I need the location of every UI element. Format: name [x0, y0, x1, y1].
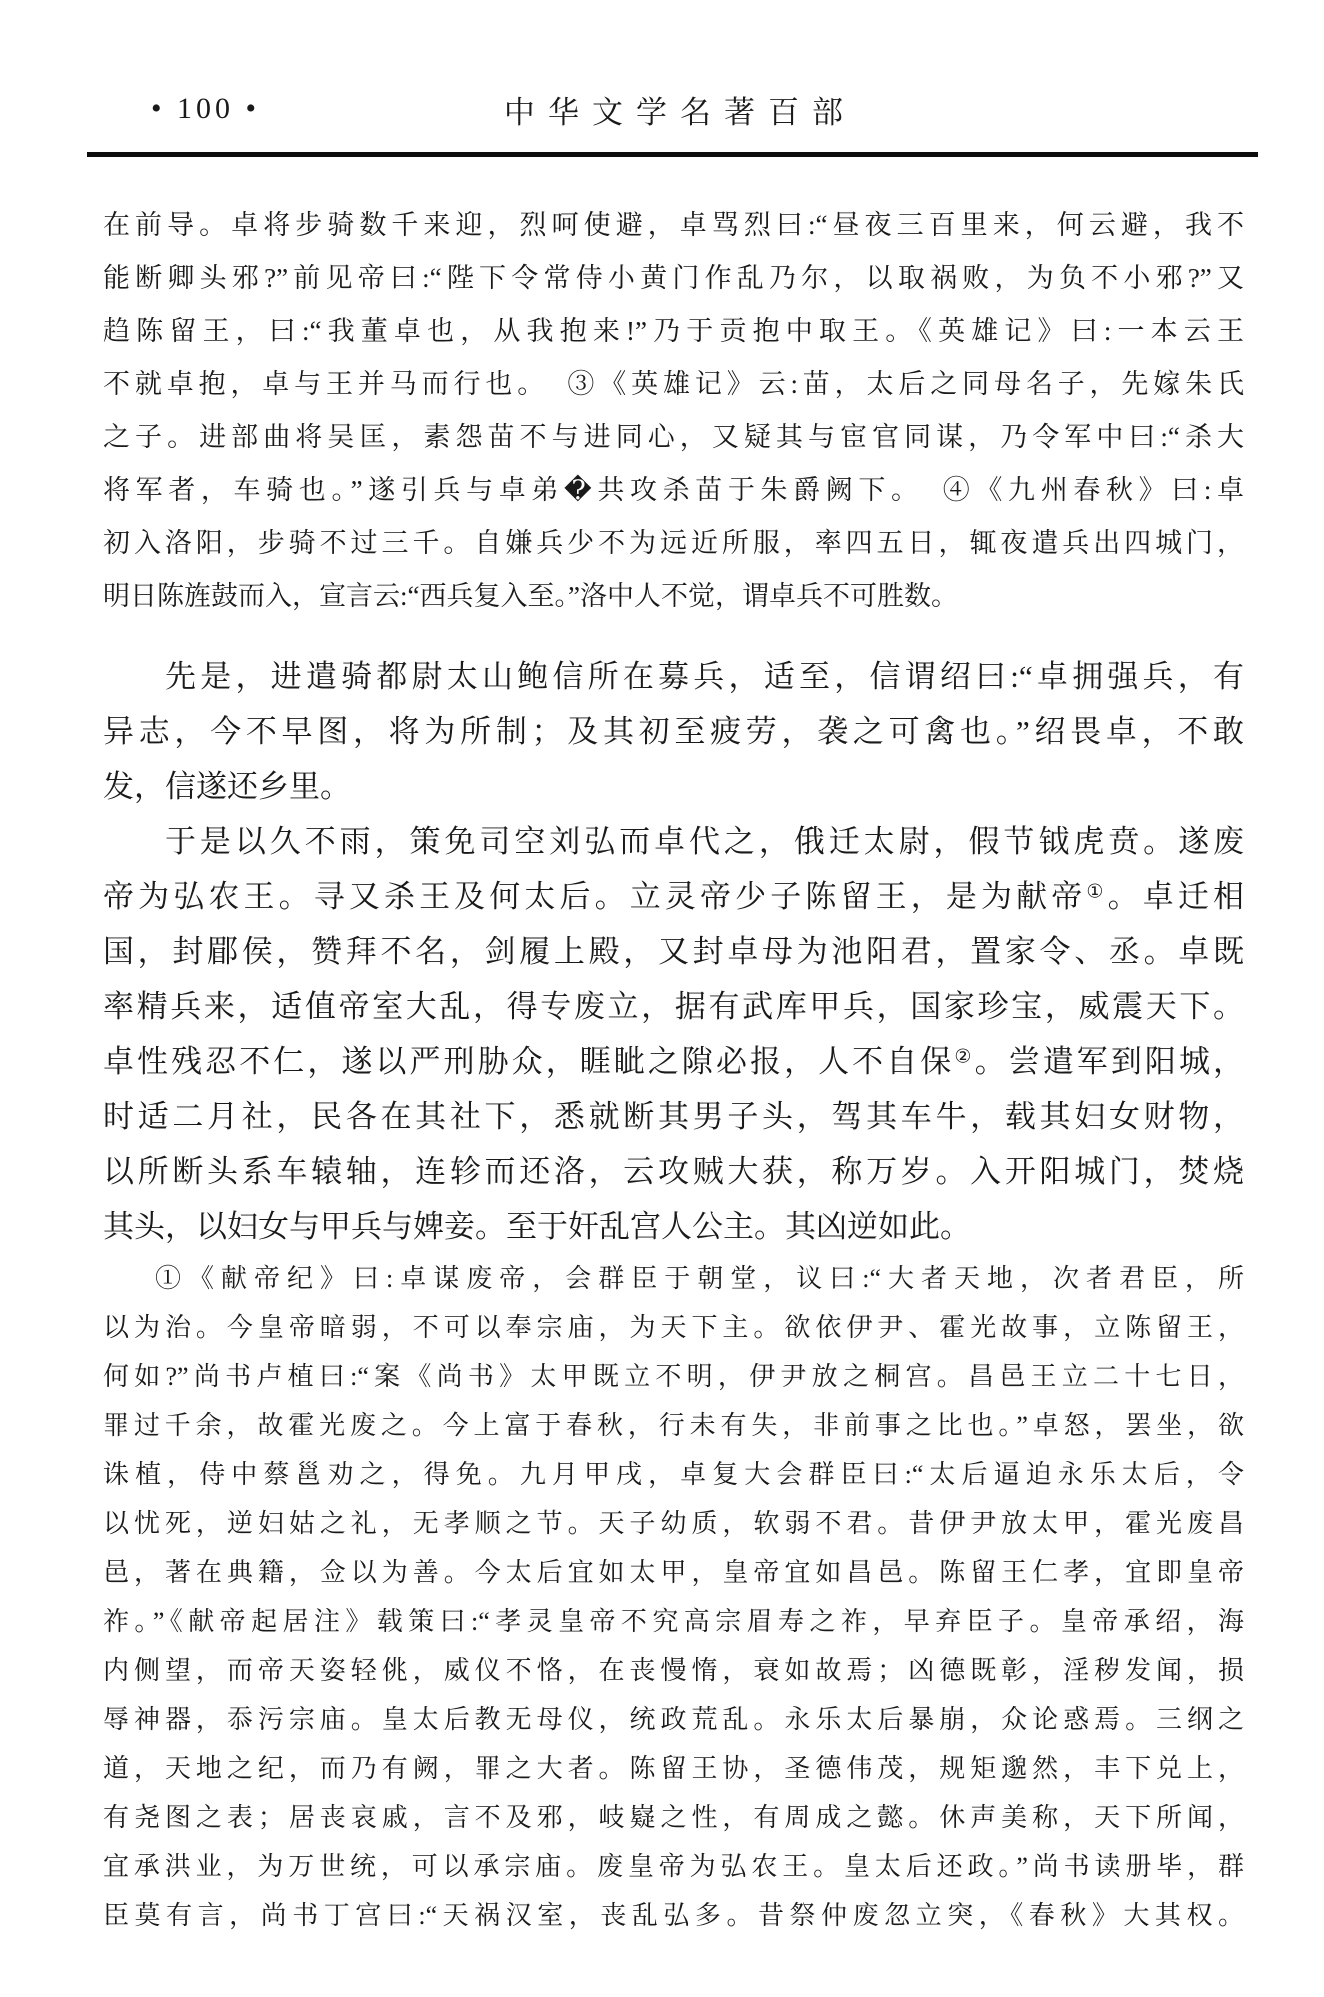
text-line: 以为治。今皇帝暗弱，不可以奉宗庙，为天下主。欲依伊尹、霍光故事，立陈留王，: [103, 1313, 1244, 1342]
text-line: 趋陈留王，曰:“我董卓也，从我抱来!”乃于贡抱中取王。《英雄记》曰:一本云王: [103, 316, 1244, 346]
page-header: [103, 86, 1244, 140]
text-line: 宜承洪业，为万世统，可以承宗庙。废皇帝为弘农王。皇太后还政。”尚书读册毕，群: [103, 1852, 1244, 1881]
text-line: 道，天地之纪，而乃有阙，罪之大者。陈留王协，圣德伟茂，规矩邈然，丰下兑上，: [103, 1754, 1244, 1783]
text-line: 将军者，车骑也。”遂引兵与卓弟�共攻杀苗于朱爵阙下。 ④《九州春秋》曰:卓: [103, 475, 1244, 505]
text-line: 发，信遂还乡里。: [103, 769, 351, 804]
text-line: 于是以久不雨，策免司空刘弘而卓代之，俄迁太尉，假节钺虎贲。遂废: [165, 824, 1244, 859]
footnote-ref: ②: [954, 1046, 975, 1068]
paragraph: [103, 199, 1244, 623]
text-line: 以忧死，逆妇姑之礼，无孝顺之节。天子幼质，软弱不君。昔伊尹放太甲，霍光废昌: [103, 1509, 1244, 1538]
text-line: 时适二月社，民各在其社下，悉就断其男子头，驾其车牛，载其妇女财物，: [103, 1099, 1244, 1134]
text-line: 有尧图之表；居丧哀戚，言不及邪，岐嶷之性，有周成之懿。休声美称，天下所闻，: [103, 1803, 1244, 1832]
paragraph: [103, 814, 1244, 1254]
footnote-ref: ①: [1086, 881, 1108, 903]
paragraph: [103, 649, 1244, 814]
page-number: • 100 •: [151, 92, 261, 125]
text-line: ①《献帝纪》曰:卓谋废帝，会群臣于朝堂，议曰:“大者天地，次者君臣，所: [155, 1264, 1244, 1293]
text-line: 辱神器，忝污宗庙。皇太后教无母仪，统政荒乱。永乐太后暴崩，众论惑焉。三纲之: [103, 1705, 1244, 1734]
text-line: 以所断头系车辕轴，连轸而还洛，云攻贼大获，称万岁。入开阳城门，焚烧: [103, 1154, 1244, 1189]
text-line: 邑，著在典籍，佥以为善。今太后宜如太甲，皇帝宜如昌邑。陈留王仁孝，宜即皇帝: [103, 1558, 1244, 1587]
text-line: 帝为弘农王。寻又杀王及何太后。立灵帝少子陈留王，是为献帝①。卓迁相: [103, 879, 1245, 914]
text-line: 国，封郿侯，赞拜不名，剑履上殿，又封卓母为池阳君，置家令、丞。卓既: [103, 934, 1244, 969]
text-line: 不就卓抱，卓与王并马而行也。 ③《英雄记》云:苗，太后之同母名子，先嫁朱氏: [103, 369, 1244, 399]
book-title: 中华文学名著百部: [503, 95, 857, 130]
text-line: 臣莫有言，尚书丁宫曰:“天祸汉室，丧乱弘多。昔祭仲废忽立突，《春秋》大其权。: [103, 1901, 1244, 1930]
text-line: 异志，今不早图，将为所制；及其初至疲劳，袭之可禽也。”绍畏卓，不敢: [103, 714, 1244, 749]
header-rule: [87, 152, 1258, 157]
text-line: 在前导。卓将步骑数千来迎，烈呵使避，卓骂烈曰:“昼夜三百里来，何云避，我不: [103, 210, 1244, 240]
text-line: 诛植，侍中蔡邕劝之，得免。九月甲戌，卓复大会群臣曰:“太后逼迫永乐太后，令: [103, 1460, 1244, 1489]
text-content: [103, 199, 1244, 1940]
text-line: 罪过千余，故霍光废之。今上富于春秋，行未有失，非前事之比也。”卓怒，罢坐，欲: [103, 1411, 1244, 1440]
text-line: 能断卿头邪?”前见帝曰:“陛下令常侍小黄门作乱乃尔，以取祸败，为负不小邪?”又: [103, 263, 1244, 293]
text-line: 先是，进遣骑都尉太山鲍信所在募兵，适至，信谓绍曰:“卓拥强兵，有: [165, 659, 1244, 694]
text-line: 何如?”尚书卢植曰:“案《尚书》太甲既立不明，伊尹放之桐宫。昌邑王立二十七日，: [103, 1362, 1244, 1391]
paragraph: [103, 1254, 1244, 1940]
text-line: 内侧望，而帝天姿轻佻，威仪不恪，在丧慢惰，衰如故焉；凶德既彰，淫秽发闻，损: [103, 1656, 1244, 1685]
text-line: 之子。进部曲将吴匡，素怨苗不与进同心，又疑其与宦官同谋，乃令军中曰:“杀大: [103, 422, 1244, 452]
text-line: 初入洛阳，步骑不过三千。自嫌兵少不为远近所服，率四五日，辄夜遣兵出四城门，: [103, 528, 1244, 558]
text-line: 率精兵来，适值帝室大乱，得专废立，据有武库甲兵，国家珍宝，威震天下。: [103, 989, 1244, 1024]
text-line: 卓性残忍不仁，遂以严刑胁众，睚眦之隙必报，人不自保②。尝遣军到阳城，: [103, 1044, 1245, 1079]
text-line: 祚。”《献帝起居注》载策曰:“孝灵皇帝不究高宗眉寿之祚，早弃臣子。皇帝承绍，海: [103, 1607, 1244, 1636]
text-line: 明日陈旌鼓而入，宣言云:“西兵复入至。”洛中人不觉，谓卓兵不可胜数。: [103, 581, 958, 611]
text-line: 其头，以妇女与甲兵与婢妾。至于奸乱宫人公主。其凶逆如此。: [103, 1209, 971, 1244]
